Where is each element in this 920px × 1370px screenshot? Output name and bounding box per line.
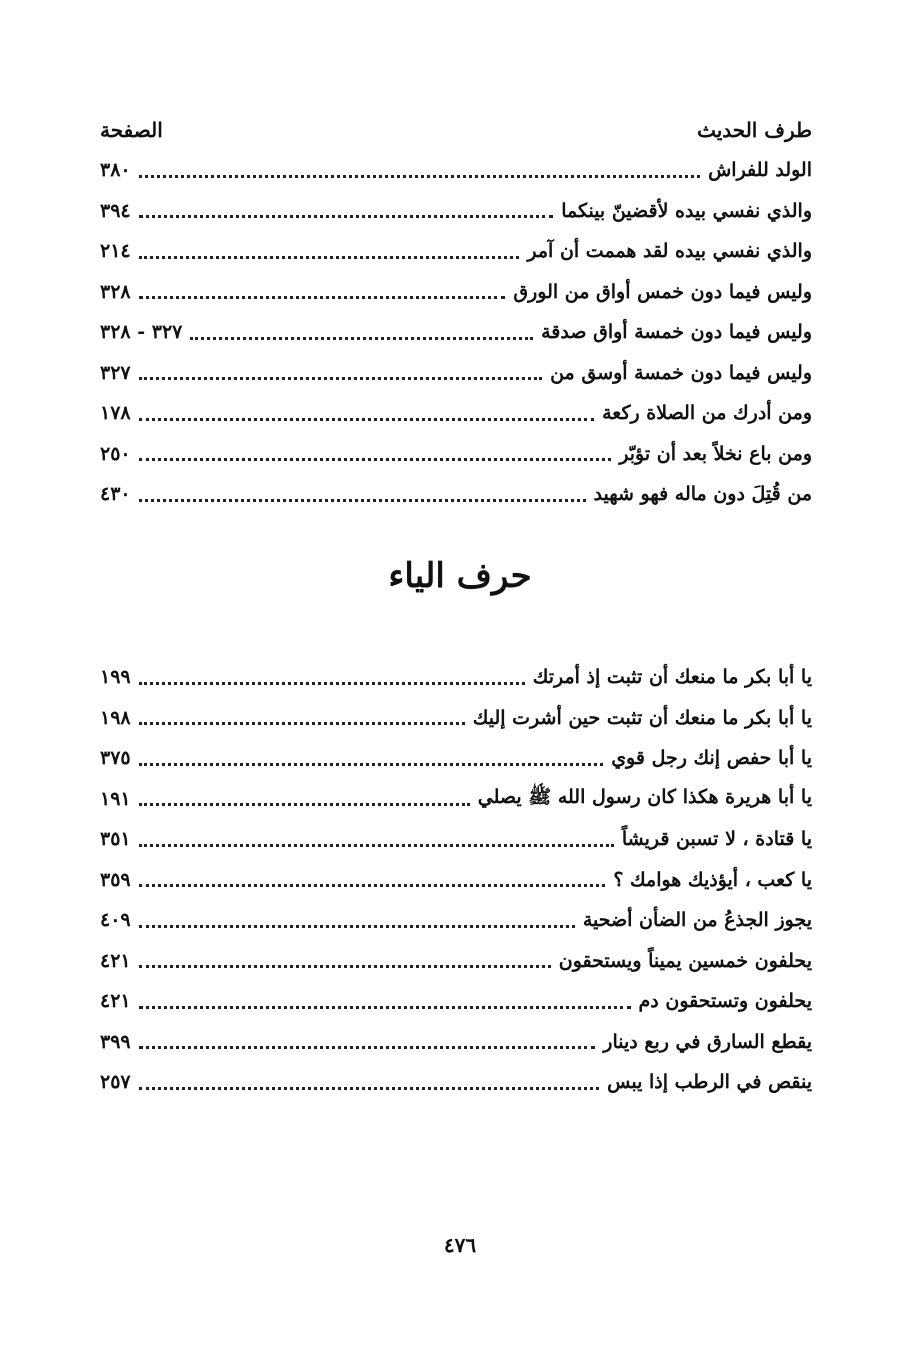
entry-hadith-text: يا أبا بكر ما منعك أن تثبت إذ أمرتك [532,666,812,689]
entry-page-number: ٤٢١ [100,949,131,972]
index-entry [100,981,812,1022]
index-entry [100,434,812,475]
entry-page-number: ٣٧٥ [100,747,131,770]
entry-hadith-text: يا أبا بكر ما منعك أن تثبت حين أشرت إليك [472,706,812,729]
index-entry [100,1022,812,1063]
entry-hadith-text: ينقص في الرطب إذا يبس [607,1071,812,1094]
entry-hadith-text: يحلفون وتستحقون دم [638,990,812,1013]
dot-leader [139,803,470,806]
dot-leader [139,296,506,299]
index-entry [100,738,812,779]
hadith-list-ya [100,657,812,1103]
entry-hadith-text: ومن باع نخلاً بعد أن تؤبّر [619,442,812,465]
entry-page-number: ١٩١ [100,787,131,810]
index-entry [100,900,812,941]
entry-hadith-text: والذي نفسي بيده لقد هممت أن آمر [527,240,812,263]
index-entry [100,819,812,860]
dot-leader [139,965,551,968]
dot-leader [139,884,606,887]
entry-hadith-text: وليس فيما دون خمس أواق من الورق [513,280,812,303]
entry-page-number: ٢٥٧ [100,1071,131,1094]
entry-hadith-text: وليس فيما دون خمسة أوسق من [550,361,812,384]
entry-page-number: ٣٢٨ [100,280,131,303]
dot-leader [139,377,542,380]
entry-hadith-text: الولد للفراش [708,159,812,182]
entry-hadith-text: يحلفون خمسين يميناً ويستحقون [558,949,812,972]
table-header [100,112,812,148]
hadith-list-waw [100,150,812,515]
entry-page-number: ١٩٩ [100,666,131,689]
entry-page-number: ٢١٤ [100,240,131,263]
dot-leader [139,1006,631,1009]
index-entry [100,860,812,901]
index-entry [100,191,812,232]
index-entry [100,353,812,394]
entry-hadith-text: والذي نفسي بيده لأقضينّ بينكما [561,199,812,222]
dot-leader [139,1046,596,1049]
index-entry [100,779,812,820]
dot-leader [139,844,614,847]
index-entry [100,272,812,313]
index-entry [100,312,812,353]
column-header-page: الصفحة [100,118,163,142]
entry-page-number: ٣٥٩ [100,868,131,891]
entry-page-number: ٤٣٠ [100,483,131,506]
index-entry [100,698,812,739]
entry-page-number: ٤٠٩ [100,909,131,932]
entry-page-number: ٣٩٤ [100,199,131,222]
dot-leader [190,337,533,340]
dot-leader [139,722,465,725]
entry-page-number: ٣٨٠ [100,159,131,182]
entry-hadith-text: من قُتِلَ دون ماله فهو شهيد [593,483,812,506]
index-entry [100,941,812,982]
section-title: حرف الياء [388,556,532,596]
entry-page-number: ٤٢١ [100,990,131,1013]
entry-hadith-text: يا كعب ، أيؤذيك هوامك ؟ [613,868,812,891]
page-number: ٤٧٦ [443,1233,477,1257]
entry-page-number: ٣٥١ [100,828,131,851]
entry-hadith-text: يا أبا حفص إنك رجل قوي [611,747,812,770]
dot-leader [139,418,594,421]
index-entry [100,231,812,272]
dot-leader [139,499,586,502]
column-header-hadith: طرف الحديث [697,118,812,142]
entry-page-number: ٢٥٠ [100,442,131,465]
dot-leader [139,682,525,685]
index-entry [100,1062,812,1103]
dot-leader [139,175,700,178]
index-entry [100,393,812,434]
index-entry [100,150,812,191]
entry-page-number: ٣٩٩ [100,1030,131,1053]
entry-hadith-text: وليس فيما دون خمسة أواق صدقة [541,321,812,344]
entry-page-number: ٣٢٧ [100,361,131,384]
dot-leader [139,458,612,461]
entry-hadith-text: ومن أدرك من الصلاة ركعة [602,402,812,425]
entry-page-number: ٣٢٧ - ٣٢٨ [100,321,183,344]
entry-page-number: ١٩٨ [100,706,131,729]
index-entry [100,657,812,698]
entry-hadith-text: يقطع السارق في ربع دينار [603,1030,812,1053]
index-entry [100,474,812,515]
dot-leader [139,763,604,766]
entry-hadith-text: يا قتادة ، لا تسبن قريشاً [621,828,812,851]
entry-hadith-text: يا أبا هريرة هكذا كان رسول الله ﷺ يصلي [477,785,812,808]
dot-leader [139,925,575,928]
dot-leader [139,1087,599,1090]
entry-page-number: ١٧٨ [100,402,131,425]
entry-hadith-text: يجوز الجذعُ من الضأن أضحية [582,909,812,932]
dot-leader [139,215,554,218]
dot-leader [139,256,520,259]
